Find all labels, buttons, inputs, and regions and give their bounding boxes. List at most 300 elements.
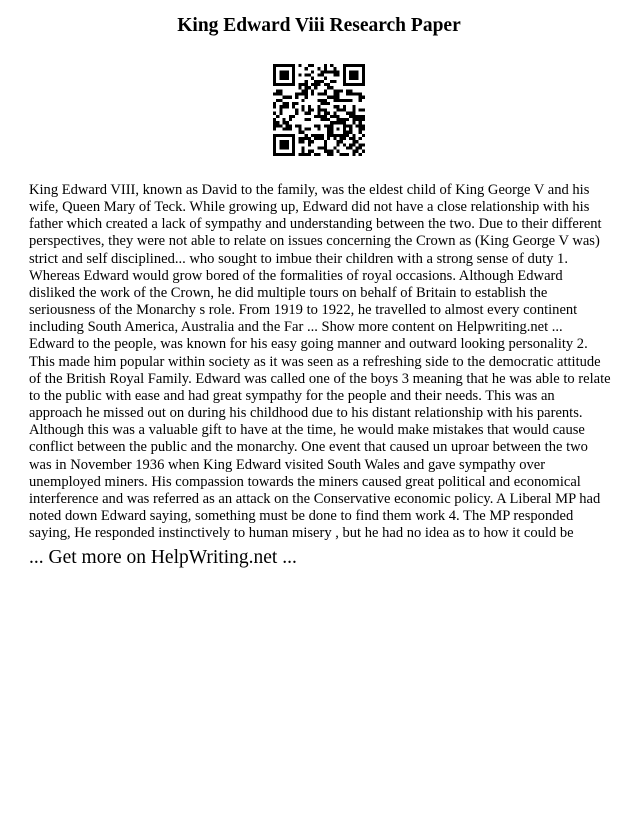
- qr-module: [327, 150, 330, 153]
- qr-module: [292, 137, 295, 140]
- qr-module: [327, 153, 330, 156]
- qr-module: [321, 115, 324, 118]
- qr-module: [279, 105, 282, 108]
- qr-module: [349, 74, 352, 77]
- qr-module: [317, 108, 320, 111]
- qr-module: [314, 134, 317, 137]
- qr-module: [276, 83, 279, 86]
- qr-module: [333, 105, 336, 108]
- qr-module: [359, 121, 362, 124]
- qr-module: [289, 115, 292, 118]
- qr-module: [355, 83, 358, 86]
- qr-module: [276, 64, 279, 67]
- qr-module: [330, 150, 333, 153]
- article-body: [29, 182, 611, 542]
- qr-module: [362, 115, 365, 118]
- qr-module: [362, 127, 365, 130]
- qr-module: [295, 96, 298, 99]
- qr-module: [346, 64, 349, 67]
- qr-module: [292, 105, 295, 108]
- qr-module: [362, 80, 365, 83]
- qr-module: [292, 74, 295, 77]
- qr-module: [295, 112, 298, 115]
- qr-module: [314, 83, 317, 86]
- qr-module: [279, 140, 282, 143]
- qr-module: [292, 67, 295, 70]
- qr-module: [343, 131, 346, 134]
- qr-module: [302, 140, 305, 143]
- qr-module: [286, 127, 289, 130]
- qr-module: [305, 127, 308, 130]
- qr-module: [362, 118, 365, 121]
- qr-module: [327, 131, 330, 134]
- qr-module: [305, 93, 308, 96]
- qr-module: [336, 134, 339, 137]
- qr-module: [327, 86, 330, 89]
- qr-module: [355, 140, 358, 143]
- qr-module: [279, 108, 282, 111]
- qr-module: [330, 70, 333, 73]
- qr-module: [336, 118, 339, 121]
- qr-module: [305, 80, 308, 83]
- qr-module: [327, 118, 330, 121]
- qr-module: [279, 153, 282, 156]
- qr-module: [343, 118, 346, 121]
- qr-module: [305, 67, 308, 70]
- qr-module: [362, 74, 365, 77]
- qr-module: [327, 137, 330, 140]
- qr-module: [343, 74, 346, 77]
- qr-module: [336, 108, 339, 111]
- qr-module: [321, 80, 324, 83]
- qr-module: [336, 99, 339, 102]
- qr-module: [352, 134, 355, 137]
- qr-module: [276, 99, 279, 102]
- qr-module: [314, 153, 317, 156]
- qr-module: [343, 64, 346, 67]
- qr-module: [330, 131, 333, 134]
- qr-module: [321, 99, 324, 102]
- qr-module: [352, 70, 355, 73]
- qr-module: [349, 146, 352, 149]
- qr-module: [292, 150, 295, 153]
- qr-module: [349, 115, 352, 118]
- qr-module: [359, 108, 362, 111]
- qr-module: [311, 93, 314, 96]
- qr-module: [324, 112, 327, 115]
- qr-module: [340, 153, 343, 156]
- qr-module: [273, 112, 276, 115]
- qr-module: [283, 105, 286, 108]
- qr-module: [283, 77, 286, 80]
- qr-module: [346, 153, 349, 156]
- qr-module: [308, 127, 311, 130]
- qr-module: [343, 121, 346, 124]
- qr-module: [298, 140, 301, 143]
- qr-module: [321, 102, 324, 105]
- qr-module: [289, 83, 292, 86]
- qr-module: [298, 93, 301, 96]
- qr-module: [340, 108, 343, 111]
- qr-module: [355, 150, 358, 153]
- qr-module: [352, 137, 355, 140]
- qr-module: [343, 143, 346, 146]
- qr-module: [308, 118, 311, 121]
- qr-module: [352, 112, 355, 115]
- qr-module: [324, 146, 327, 149]
- qr-module: [286, 102, 289, 105]
- qr-module: [283, 96, 286, 99]
- qr-module: [359, 115, 362, 118]
- qr-module: [346, 99, 349, 102]
- qr-module: [359, 143, 362, 146]
- qr-module: [305, 86, 308, 89]
- qr-module: [349, 131, 352, 134]
- qr-module: [305, 153, 308, 156]
- qr-module: [343, 70, 346, 73]
- qr-module: [317, 74, 320, 77]
- qr-module: [324, 99, 327, 102]
- qr-module: [273, 105, 276, 108]
- qr-module: [359, 127, 362, 130]
- qr-module: [333, 67, 336, 70]
- qr-module: [349, 137, 352, 140]
- qr-module: [298, 86, 301, 89]
- qr-module: [317, 83, 320, 86]
- qr-module: [279, 112, 282, 115]
- qr-module: [333, 74, 336, 77]
- qr-module: [324, 115, 327, 118]
- qr-module: [279, 99, 282, 102]
- qr-module: [362, 108, 365, 111]
- qr-module: [352, 150, 355, 153]
- qr-module: [336, 121, 339, 124]
- qr-module: [292, 143, 295, 146]
- qr-module: [298, 131, 301, 134]
- qr-module: [359, 137, 362, 140]
- qr-module: [289, 134, 292, 137]
- qr-module: [276, 89, 279, 92]
- qr-module: [279, 134, 282, 137]
- qr-module: [330, 64, 333, 67]
- qr-module: [333, 89, 336, 92]
- qr-module: [302, 146, 305, 149]
- qr-module: [349, 93, 352, 96]
- qr-module: [346, 124, 349, 127]
- qr-module: [355, 70, 358, 73]
- qr-module: [352, 143, 355, 146]
- qr-module: [273, 74, 276, 77]
- qr-module: [324, 143, 327, 146]
- qr-module: [355, 115, 358, 118]
- qr-module: [352, 83, 355, 86]
- qr-module: [308, 150, 311, 153]
- qr-module: [314, 80, 317, 83]
- qr-module: [346, 118, 349, 121]
- qr-module: [273, 70, 276, 73]
- qr-module: [279, 70, 282, 73]
- qr-module: [308, 112, 311, 115]
- qr-module: [349, 89, 352, 92]
- qr-module: [283, 140, 286, 143]
- qr-module: [359, 83, 362, 86]
- qr-module: [330, 124, 333, 127]
- qr-module: [305, 112, 308, 115]
- qr-module: [349, 70, 352, 73]
- paragraph-2: Edward to the people, was known for his easy going manner and outward looking personality 2. This made him popular within society as it was seen as a refreshing side to the democratic attitude of the British Royal Family. Edward was called one of the boys 3 meaning that he was able to relate to the public with ease and had great sympathy for the people and their needs. This was an approach he missed out on during his childhood due to his distant relationship with his parents. Although this was a valuable gift to have at the time, he would make mistakes that would cause conflict between the public and the monarchy. One event that caused un uproar between the two was in November 1936 when King Edward visited South Wales and gave sympathy over unemployed miners. His compassion towards the miners caused great political and economical interference and was referred as an attack on the Conservative economic policy. A Liberal MP had noted down Edward saying, something must be done to find them work 4. The MP responded saying, He responded instinctively to human misery , but he had no idea as to how it could be: [29, 336, 611, 542]
- qr-module: [336, 150, 339, 153]
- qr-module: [343, 137, 346, 140]
- qr-module: [298, 137, 301, 140]
- qr-module: [333, 121, 336, 124]
- qr-module: [336, 115, 339, 118]
- qr-module: [273, 118, 276, 121]
- qr-module: [330, 86, 333, 89]
- qr-module: [314, 137, 317, 140]
- qr-module: [355, 64, 358, 67]
- qr-module: [362, 143, 365, 146]
- qr-module: [352, 140, 355, 143]
- qr-module: [292, 77, 295, 80]
- qr-module: [324, 93, 327, 96]
- qr-module: [346, 112, 349, 115]
- qr-module: [273, 134, 276, 137]
- qr-module: [336, 74, 339, 77]
- qr-module: [311, 140, 314, 143]
- qr-module: [362, 67, 365, 70]
- get-more-link[interactable]: ... Get more on HelpWriting.net ...: [29, 547, 297, 568]
- qr-module: [317, 99, 320, 102]
- qr-module: [333, 146, 336, 149]
- qr-module: [317, 105, 320, 108]
- qr-module: [362, 150, 365, 153]
- qr-module: [286, 146, 289, 149]
- qr-module: [324, 150, 327, 153]
- qr-module: [324, 89, 327, 92]
- qr-module: [359, 146, 362, 149]
- qr-module: [359, 131, 362, 134]
- qr-module: [279, 77, 282, 80]
- qr-module: [295, 108, 298, 111]
- qr-module: [352, 105, 355, 108]
- qr-module: [308, 108, 311, 111]
- qr-module: [305, 137, 308, 140]
- qr-module: [333, 80, 336, 83]
- qr-module: [305, 83, 308, 86]
- qr-module: [283, 143, 286, 146]
- qr-module: [283, 64, 286, 67]
- qr-module: [333, 93, 336, 96]
- qr-module: [340, 134, 343, 137]
- qr-module: [311, 108, 314, 111]
- qr-module: [355, 118, 358, 121]
- qr-module: [286, 77, 289, 80]
- qr-module: [292, 134, 295, 137]
- qr-module: [286, 140, 289, 143]
- qr-module: [317, 67, 320, 70]
- qr-module: [317, 80, 320, 83]
- qr-module: [314, 86, 317, 89]
- qr-module: [286, 124, 289, 127]
- qr-module: [273, 93, 276, 96]
- qr-module: [308, 64, 311, 67]
- qr-module: [343, 105, 346, 108]
- page-title: King Edward Viii Research Paper: [177, 15, 461, 36]
- qr-module: [289, 127, 292, 130]
- qr-module: [330, 127, 333, 130]
- qr-module: [362, 134, 365, 137]
- qr-module: [317, 137, 320, 140]
- qr-module: [308, 153, 311, 156]
- qr-module: [343, 124, 346, 127]
- qr-module: [311, 150, 314, 153]
- qr-module: [359, 96, 362, 99]
- qr-module: [343, 77, 346, 80]
- qr-module: [349, 143, 352, 146]
- qr-module: [308, 140, 311, 143]
- qr-module: [352, 74, 355, 77]
- qr-module: [311, 64, 314, 67]
- qr-module: [327, 96, 330, 99]
- qr-module: [283, 83, 286, 86]
- qr-module: [279, 146, 282, 149]
- qr-module: [317, 134, 320, 137]
- qr-module: [305, 89, 308, 92]
- qr-module: [292, 102, 295, 105]
- qr-module: [292, 70, 295, 73]
- qr-module: [349, 99, 352, 102]
- qr-module: [317, 146, 320, 149]
- qr-module: [355, 124, 358, 127]
- qr-module: [283, 74, 286, 77]
- qr-module: [286, 83, 289, 86]
- qr-module: [302, 137, 305, 140]
- qr-module: [314, 124, 317, 127]
- qr-module: [343, 83, 346, 86]
- qr-module: [279, 64, 282, 67]
- qr-module: [324, 124, 327, 127]
- qr-module: [330, 121, 333, 124]
- qr-module: [327, 134, 330, 137]
- qr-module: [279, 74, 282, 77]
- paragraph-1: King Edward VIII, known as David to the family, was the eldest child of King George V and his wife, Queen Mary of Teck. While growing up, Edward did not have a close relationship with his father which created a lack of sympathy and understanding between the two. Due to their different perspectives, they were not able to relate on issues concerning the Crown as (King George V was) strict and self disciplined... who sought to imbue their children with a strong sense of duty 1. Whereas Edward would grow bored of the formalities of royal occasions. Although Edward disliked the work of the Crown, he did multiple tours on behalf of Britain to establish the seriousness of the Monarchy s role. From 1919 to 1922, he travelled to almost every continent including South America, Australia and the Far ... Show more content on Helpwriting.net ...: [29, 182, 602, 336]
- qr-module: [292, 146, 295, 149]
- qr-module: [279, 143, 282, 146]
- qr-module: [336, 140, 339, 143]
- qr-module: [276, 93, 279, 96]
- qr-module: [355, 77, 358, 80]
- qr-module: [273, 140, 276, 143]
- qr-module: [359, 153, 362, 156]
- qr-code[interactable]: [273, 64, 365, 156]
- qr-module: [273, 83, 276, 86]
- qr-module: [279, 89, 282, 92]
- qr-module: [327, 127, 330, 130]
- qr-module: [298, 127, 301, 130]
- qr-module: [286, 105, 289, 108]
- qr-module: [336, 143, 339, 146]
- qr-module: [327, 112, 330, 115]
- qr-module: [343, 153, 346, 156]
- qr-module: [352, 108, 355, 111]
- qr-module: [317, 115, 320, 118]
- qr-module: [324, 77, 327, 80]
- qr-module: [333, 112, 336, 115]
- qr-module: [333, 99, 336, 102]
- qr-module: [295, 124, 298, 127]
- qr-module: [324, 118, 327, 121]
- qr-module: [283, 134, 286, 137]
- qr-module: [333, 137, 336, 140]
- qr-module: [324, 102, 327, 105]
- qr-module: [273, 64, 276, 67]
- qr-module: [340, 99, 343, 102]
- qr-module: [321, 118, 324, 121]
- qr-module: [276, 115, 279, 118]
- qr-module: [292, 153, 295, 156]
- qr-module: [279, 93, 282, 96]
- qr-module: [276, 124, 279, 127]
- qr-module: [321, 108, 324, 111]
- qr-module: [308, 74, 311, 77]
- qr-module: [321, 74, 324, 77]
- qr-module: [273, 80, 276, 83]
- qr-code-image: [273, 64, 365, 156]
- qr-module: [343, 127, 346, 130]
- qr-module: [283, 146, 286, 149]
- qr-module: [321, 70, 324, 73]
- qr-module: [317, 112, 320, 115]
- qr-module: [292, 64, 295, 67]
- qr-module: [362, 64, 365, 67]
- qr-module: [311, 89, 314, 92]
- qr-module: [340, 121, 343, 124]
- qr-module: [340, 140, 343, 143]
- qr-module: [330, 153, 333, 156]
- qr-module: [336, 105, 339, 108]
- qr-module: [359, 124, 362, 127]
- qr-module: [346, 131, 349, 134]
- qr-module: [295, 93, 298, 96]
- qr-module: [327, 102, 330, 105]
- qr-module: [283, 102, 286, 105]
- qr-module: [305, 134, 308, 137]
- qr-module: [321, 146, 324, 149]
- qr-module: [286, 64, 289, 67]
- qr-module: [343, 80, 346, 83]
- qr-module: [273, 153, 276, 156]
- qr-module: [286, 134, 289, 137]
- qr-module: [346, 93, 349, 96]
- qr-module: [346, 134, 349, 137]
- qr-module: [330, 134, 333, 137]
- qr-module: [311, 77, 314, 80]
- qr-module: [327, 83, 330, 86]
- qr-module: [302, 83, 305, 86]
- qr-module: [352, 153, 355, 156]
- qr-module: [343, 99, 346, 102]
- qr-module: [330, 80, 333, 83]
- qr-module: [273, 67, 276, 70]
- qr-module: [311, 83, 314, 86]
- qr-module: [295, 102, 298, 105]
- qr-module: [324, 67, 327, 70]
- qr-module: [279, 83, 282, 86]
- qr-module: [321, 134, 324, 137]
- qr-module: [324, 83, 327, 86]
- qr-module: [298, 64, 301, 67]
- qr-module: [346, 83, 349, 86]
